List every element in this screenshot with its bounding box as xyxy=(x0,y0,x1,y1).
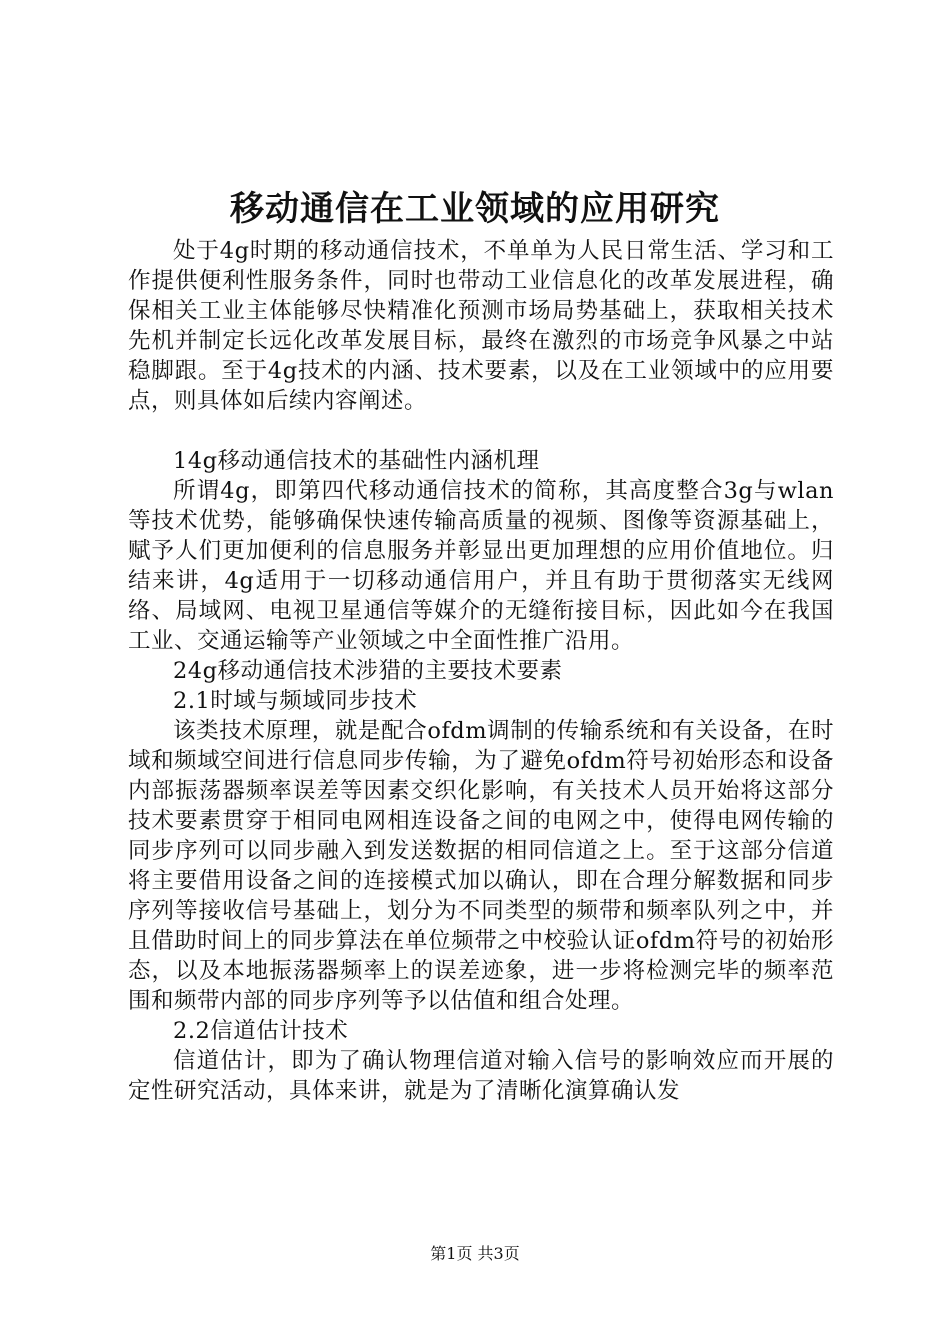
body-paragraph: 处于4g时期的移动通信技术，不单单为人民日常生活、学习和工作提供便利性服务条件，同时也带动工业信息化的改革发展进程，确保相关工业主体能够尽快精准化预测市场局势基础上，获取相关技术先机并制定长远化改革发展目标，最终在激烈的市场竞争风暴之中站稳脚跟。至于4g技术的内涵、技术要素，以及在工业领域中的应用要点，则具体如后续内容阐述。 xyxy=(128,238,834,414)
paragraph-gap xyxy=(128,416,834,446)
body-paragraph: 所谓4g，即第四代移动通信技术的简称，其高度整合3g与wlan等技术优势，能够确保快速传输高质量的视频、图像等资源基础上，赋予人们更加便利的信息服务并彰显出更加理想的应用价值地位。归结来讲，4g适用于一切移动通信用户，并且有助于贯彻落实无线网络、局域网、电视卫星通信等媒介的无缝衔接目标，因此如今在我国工业、交通运输等产业领域之中全面性推广沿用。 xyxy=(128,478,834,654)
subsection-heading: 2.1时域与频域同步技术 xyxy=(173,688,418,714)
document-title: 移动通信在工业领域的应用研究 xyxy=(230,189,720,229)
body-paragraph: 信道估计，即为了确认物理信道对输入信号的影响效应而开展的定性研究活动，具体来讲，就是为了清晰化演算确认发 xyxy=(128,1048,834,1104)
section-heading: 14g移动通信技术的基础性内涵机理 xyxy=(173,448,540,474)
body-paragraph: 该类技术原理，就是配合ofdm调制的传输系统和有关设备，在时域和频域空间进行信息同步传输，为了避免ofdm符号初始形态和设备内部振荡器频率误差等因素交织化影响，有关技术人员开始将这部分技术要素贯穿于相同电网相连设备之间的电网之中，使得电网传输的同步序列可以同步融入到发送数据的相同信道之上。至于这部分信道将主要借用设备之间的连接模式加以确认，即在合理分解数据和同步序列等接收信号基础上，划分为不同类型的频带和频率队列之中，并且借助时间上的同步算法在单位频带之中校验认证ofdm符号的初始形态，以及本地振荡器频率上的误差迹象，进一步将检测完毕的频率范围和频带内部的同步序列等予以估值和组合处理。 xyxy=(128,718,834,1014)
page-footer: 第1页 共3页 xyxy=(430,1244,520,1263)
section-heading: 24g移动通信技术涉猎的主要技术要素 xyxy=(173,658,563,684)
subsection-heading: 2.2信道估计技术 xyxy=(173,1018,349,1044)
document-body xyxy=(128,236,834,1106)
